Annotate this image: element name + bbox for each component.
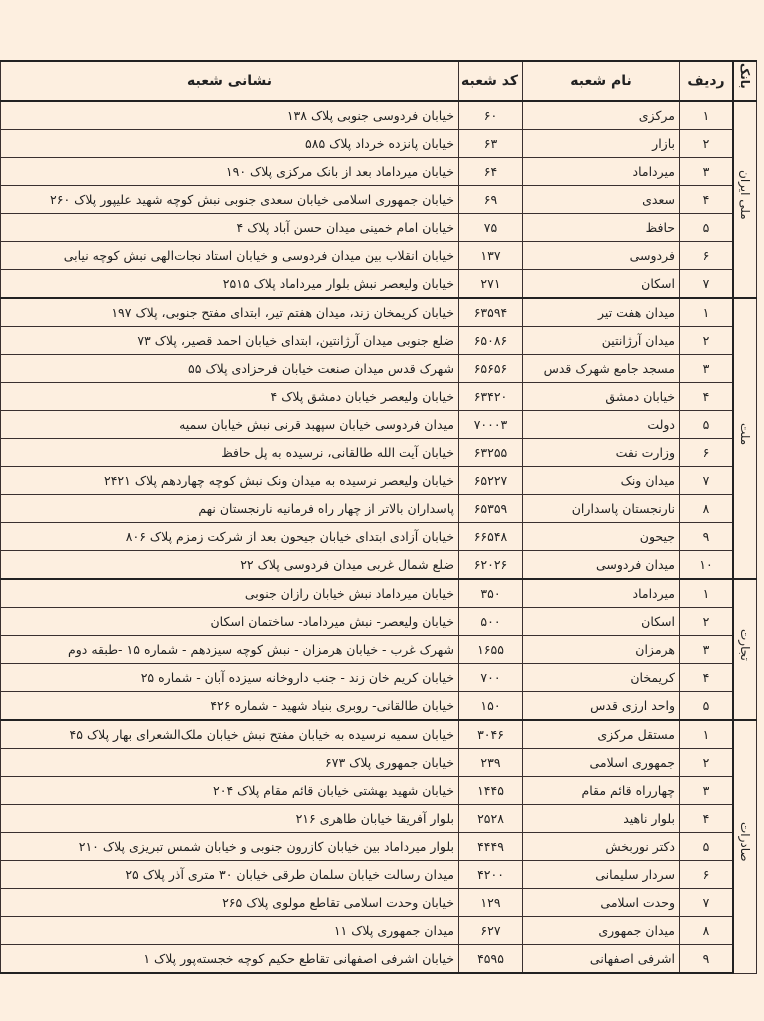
bank-name: تجارت [738, 629, 752, 661]
branch-code: ۴۵۹۵ [459, 945, 523, 974]
table-row [1, 749, 757, 777]
row-number: ۲ [680, 130, 734, 158]
row-number: ۳ [680, 158, 734, 186]
branch-code: ۲۷۱ [459, 270, 523, 299]
row-number: ۷ [680, 467, 734, 495]
table-row [1, 411, 757, 439]
branch-name: حافظ [523, 214, 680, 242]
branch-address: خیابان آیت الله طالقانی، نرسیده به پل حافظ [1, 439, 459, 467]
row-number: ۷ [680, 270, 734, 299]
branch-address: خیابان کریم خان زند - جنب داروخانه سیزده آبان - شماره ۲۵ [1, 664, 459, 692]
branch-code: ۴۴۴۹ [459, 833, 523, 861]
branch-name: سردار سلیمانی [523, 861, 680, 889]
branch-address: خیابان میرداماد بعد از بانک مرکزی پلاک ۱۹۰ [1, 158, 459, 186]
table-row [1, 242, 757, 270]
bank-name: ملت [738, 422, 752, 446]
row-number: ۱ [680, 720, 734, 749]
row-number: ۴ [680, 805, 734, 833]
table-row [1, 805, 757, 833]
branch-address: ضلع جنوبی میدان آرژانتین، ابتدای خیابان احمد قصیر، پلاک ۷۳ [1, 327, 459, 355]
branch-name: چهارراه قائم مقام [523, 777, 680, 805]
branch-name: بلوار ناهید [523, 805, 680, 833]
table-row [1, 383, 757, 411]
branch-code: ۷۰۰۰۳ [459, 411, 523, 439]
row-number: ۹ [680, 523, 734, 551]
branch-code: ۶۲۰۲۶ [459, 551, 523, 580]
branch-name: دولت [523, 411, 680, 439]
table-row [1, 270, 757, 299]
branch-code: ۶۵۶۵۶ [459, 355, 523, 383]
branch-address: خیابان سمیه نرسیده به خیابان مفتح نبش خیابان ملک‌الشعرای بهار پلاک ۴۵ [1, 720, 459, 749]
branch-name: وزارت نفت [523, 439, 680, 467]
branch-name: اسکان [523, 270, 680, 299]
branch-name: بازار [523, 130, 680, 158]
branch-name: میدان هفت تیر [523, 298, 680, 327]
branch-code: ۶۶۵۴۸ [459, 523, 523, 551]
row-number: ۳ [680, 777, 734, 805]
row-number: ۸ [680, 917, 734, 945]
row-number: ۳ [680, 636, 734, 664]
table-row [1, 327, 757, 355]
branch-table-sheet [0, 60, 757, 974]
branch-name: مرکزی [523, 101, 680, 130]
branch-address: خیابان طالقانی- روبری بنیاد شهید - شماره ۴۲۶ [1, 692, 459, 721]
branch-address: خیابان آزادی ابتدای خیابان جیحون بعد از شرکت زمزم پلاک ۸۰۶ [1, 523, 459, 551]
branch-name: اشرفی اصفهانی [523, 945, 680, 974]
branch-name: میرداماد [523, 158, 680, 186]
bank-name: صادرات [738, 822, 752, 863]
row-number: ۵ [680, 214, 734, 242]
branch-address: خیابان کریمخان زند، میدان هفتم تیر، ابتدای مفتح جنوبی، پلاک ۱۹۷ [1, 298, 459, 327]
table-row [1, 130, 757, 158]
table-row [1, 861, 757, 889]
row-number: ۳ [680, 355, 734, 383]
branch-address: خیابان وحدت اسلامی تقاطع مولوی پلاک ۲۶۵ [1, 889, 459, 917]
row-number: ۶ [680, 439, 734, 467]
branch-name: میدان جمهوری [523, 917, 680, 945]
header-code: کد شعبه [459, 61, 523, 101]
branch-address: میدان رسالت خیابان سلمان طرقی خیابان ۳۰ متری آذر پلاک ۲۵ [1, 861, 459, 889]
table-row [1, 777, 757, 805]
branch-table [0, 60, 757, 974]
branch-address: خیابان جمهوری پلاک ۶۷۳ [1, 749, 459, 777]
table-row [1, 298, 757, 327]
row-number: ۴ [680, 664, 734, 692]
branch-name: اسکان [523, 608, 680, 636]
row-number: ۱ [680, 101, 734, 130]
table-row [1, 101, 757, 130]
table-row [1, 551, 757, 580]
branch-code: ۷۵ [459, 214, 523, 242]
branch-name: سعدی [523, 186, 680, 214]
branch-name: کریمخان [523, 664, 680, 692]
branch-name: واحد ارزی قدس [523, 692, 680, 721]
branch-code: ۱۵۰ [459, 692, 523, 721]
table-row [1, 945, 757, 974]
branch-address: خیابان جمهوری اسلامی خیابان سعدی جنوبی نبش کوچه شهید علیپور پلاک ۲۶۰ [1, 186, 459, 214]
branch-code: ۶۳۴۲۰ [459, 383, 523, 411]
branch-name: میدان فردوسی [523, 551, 680, 580]
branch-code: ۶۲۷ [459, 917, 523, 945]
table-row [1, 467, 757, 495]
branch-code: ۲۵۲۸ [459, 805, 523, 833]
branch-address: شهرک قدس میدان صنعت خیابان فرحزادی پلاک ۵۵ [1, 355, 459, 383]
branch-address: خیابان میرداماد نبش خیابان رازان جنوبی [1, 579, 459, 608]
branch-address: خیابان ولیعصر نبش بلوار میرداماد پلاک ۲۵۱۵ [1, 270, 459, 299]
branch-code: ۳۵۰ [459, 579, 523, 608]
table-row [1, 692, 757, 721]
header-row: ردیف [680, 61, 734, 101]
branch-address: پاسداران بالاتر از چهار راه فرمانیه نارنجستان نهم [1, 495, 459, 523]
branch-code: ۷۰۰ [459, 664, 523, 692]
branch-name: خیابان دمشق [523, 383, 680, 411]
header-address: نشانی شعبه [1, 61, 459, 101]
branch-code: ۱۲۹ [459, 889, 523, 917]
table-row [1, 214, 757, 242]
branch-name: جیحون [523, 523, 680, 551]
branch-address: خیابان ولیعصر نرسیده به میدان ونک نبش کوچه چهاردهم پلاک ۲۴۲۱ [1, 467, 459, 495]
row-number: ۴ [680, 186, 734, 214]
branch-code: ۶۰ [459, 101, 523, 130]
row-number: ۵ [680, 692, 734, 721]
branch-address: خیابان ولیعصر خیابان دمشق پلاک ۴ [1, 383, 459, 411]
branch-code: ۳۰۴۶ [459, 720, 523, 749]
branch-name: مسجد جامع شهرک قدس [523, 355, 680, 383]
branch-code: ۱۶۵۵ [459, 636, 523, 664]
branch-code: ۵۰۰ [459, 608, 523, 636]
table-row [1, 636, 757, 664]
branch-address: بلوار آفریقا خیابان طاهری ۲۱۶ [1, 805, 459, 833]
branch-address: خیابان انقلاب بین میدان فردوسی و خیابان استاد نجات‌الهی نبش کوچه نیابی [1, 242, 459, 270]
branch-code: ۶۳۵۹۴ [459, 298, 523, 327]
branch-name: دکتر نوربخش [523, 833, 680, 861]
branch-code: ۴۲۰۰ [459, 861, 523, 889]
branch-name: وحدت اسلامی [523, 889, 680, 917]
bank-name: ملی ایران [738, 170, 752, 220]
bank-group-label [733, 298, 757, 579]
branch-address: میدان جمهوری پلاک ۱۱ [1, 917, 459, 945]
table-row [1, 439, 757, 467]
table-row [1, 833, 757, 861]
branch-name: میدان آرژانتین [523, 327, 680, 355]
row-number: ۵ [680, 411, 734, 439]
table-row [1, 355, 757, 383]
branch-address: خیابان ولیعصر- نبش میرداماد- ساختمان اسکان [1, 608, 459, 636]
branch-name: میدان ونک [523, 467, 680, 495]
branch-address: خیابان فردوسی جنوبی پلاک ۱۳۸ [1, 101, 459, 130]
table-header-row [1, 61, 757, 101]
table-row [1, 495, 757, 523]
branch-address: خیابان اشرفی اصفهانی تقاطع حکیم کوچه خجسته‌پور پلاک ۱ [1, 945, 459, 974]
branch-name: فردوسی [523, 242, 680, 270]
row-number: ۲ [680, 608, 734, 636]
row-number: ۹ [680, 945, 734, 974]
header-name: نام شعبه [523, 61, 680, 101]
branch-code: ۶۳۲۵۵ [459, 439, 523, 467]
bank-group-label [733, 720, 757, 973]
bank-group-label [733, 101, 757, 298]
table-row [1, 158, 757, 186]
table-row [1, 720, 757, 749]
branch-address: ضلع شمال غربی میدان فردوسی پلاک ۲۲ [1, 551, 459, 580]
branch-code: ۶۳ [459, 130, 523, 158]
row-number: ۷ [680, 889, 734, 917]
branch-code: ۱۳۷ [459, 242, 523, 270]
row-number: ۱۰ [680, 551, 734, 580]
branch-address: بلوار میرداماد بین خیابان کازرون جنوبی و خیابان شمس تبریزی پلاک ۲۱۰ [1, 833, 459, 861]
branch-name: جمهوری اسلامی [523, 749, 680, 777]
branch-name: مستقل مرکزی [523, 720, 680, 749]
row-number: ۱ [680, 579, 734, 608]
row-number: ۴ [680, 383, 734, 411]
table-row [1, 579, 757, 608]
row-number: ۱ [680, 298, 734, 327]
branch-code: ۶۵۲۲۷ [459, 467, 523, 495]
branch-name: هرمزان [523, 636, 680, 664]
table-row [1, 664, 757, 692]
row-number: ۶ [680, 242, 734, 270]
branch-address: میدان فردوسی خیابان سپهبد قرنی نبش خیابان سمیه [1, 411, 459, 439]
table-row [1, 889, 757, 917]
row-number: ۲ [680, 327, 734, 355]
table-row [1, 186, 757, 214]
branch-code: ۶۵۳۵۹ [459, 495, 523, 523]
row-number: ۶ [680, 861, 734, 889]
row-number: ۸ [680, 495, 734, 523]
branch-code: ۶۹ [459, 186, 523, 214]
branch-name: نارنجستان پاسداران [523, 495, 680, 523]
branch-code: ۱۴۴۵ [459, 777, 523, 805]
branch-code: ۲۳۹ [459, 749, 523, 777]
table-row [1, 608, 757, 636]
branch-address: خیابان شهید بهشتی خیابان قائم مقام پلاک ۲۰۴ [1, 777, 459, 805]
branch-code: ۶۵۰۸۶ [459, 327, 523, 355]
branch-address: خیابان امام خمینی میدان حسن آباد پلاک ۴ [1, 214, 459, 242]
bank-group-label [733, 579, 757, 720]
branch-code: ۶۴ [459, 158, 523, 186]
row-number: ۵ [680, 833, 734, 861]
branch-address: شهرک غرب - خیابان هرمزان - نبش کوچه سیزدهم - شماره ۱۵ -طبقه دوم [1, 636, 459, 664]
table-row [1, 917, 757, 945]
branch-name: میرداماد [523, 579, 680, 608]
header-bank: بانک [733, 61, 757, 101]
row-number: ۲ [680, 749, 734, 777]
table-row [1, 523, 757, 551]
branch-address: خیابان پانزده خرداد پلاک ۵۸۵ [1, 130, 459, 158]
